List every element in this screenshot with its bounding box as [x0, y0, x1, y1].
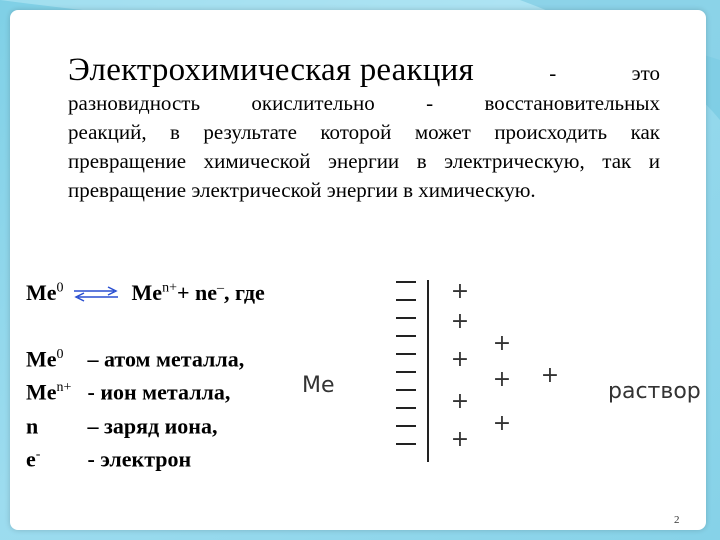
page-number: 2	[674, 514, 680, 526]
title-dash: -	[549, 61, 557, 85]
plus-sign: +	[492, 331, 512, 356]
plus-sign: +	[492, 411, 512, 436]
plus-sign: +	[450, 309, 470, 334]
metal-label: Me	[302, 373, 335, 398]
definitions-list	[26, 340, 244, 473]
definition-item: Me$^0$ – атом металла,	[26, 346, 245, 372]
plus-sign: +	[492, 367, 512, 392]
equation-right: $Me^{n+}$	[131, 280, 177, 305]
definition-item: e- - электрон	[26, 446, 192, 472]
definition-item: n – заряд иона,	[26, 412, 218, 438]
paragraph-first-line	[68, 89, 660, 118]
word: восстановительных	[484, 91, 660, 115]
electron-charges	[396, 282, 416, 444]
term-heading: Электрохимическая реакция	[68, 52, 474, 88]
reaction-equation	[26, 280, 265, 306]
definition-paragraph: реакций, в результате которой может происходить как превращение химической энергии в электрическую, так и превращение электрической энергии в химическую.	[68, 120, 660, 202]
definition-item: $Me^{n+}$ - ион металла,	[26, 379, 231, 405]
title-word: это	[631, 61, 660, 85]
solution-label: раствор	[608, 379, 701, 404]
word: окислительно	[251, 91, 375, 115]
equation-left: Me$^0$	[26, 280, 64, 305]
word: разновидность	[68, 91, 201, 115]
definition-block	[68, 52, 660, 205]
equilibrium-arrow-icon	[72, 286, 120, 302]
double-layer-diagram	[298, 252, 702, 474]
word: -	[426, 91, 434, 115]
plus-sign: +	[450, 427, 470, 452]
plus-sign: +	[450, 279, 470, 304]
plus-sign: +	[450, 389, 470, 414]
plus-sign: +	[450, 347, 470, 372]
equation-tail: + ne–	[176, 280, 225, 305]
title-line	[68, 52, 660, 89]
equation-where: , где	[224, 280, 265, 305]
plus-sign: +	[540, 363, 560, 388]
ion-charges	[451, 279, 559, 452]
